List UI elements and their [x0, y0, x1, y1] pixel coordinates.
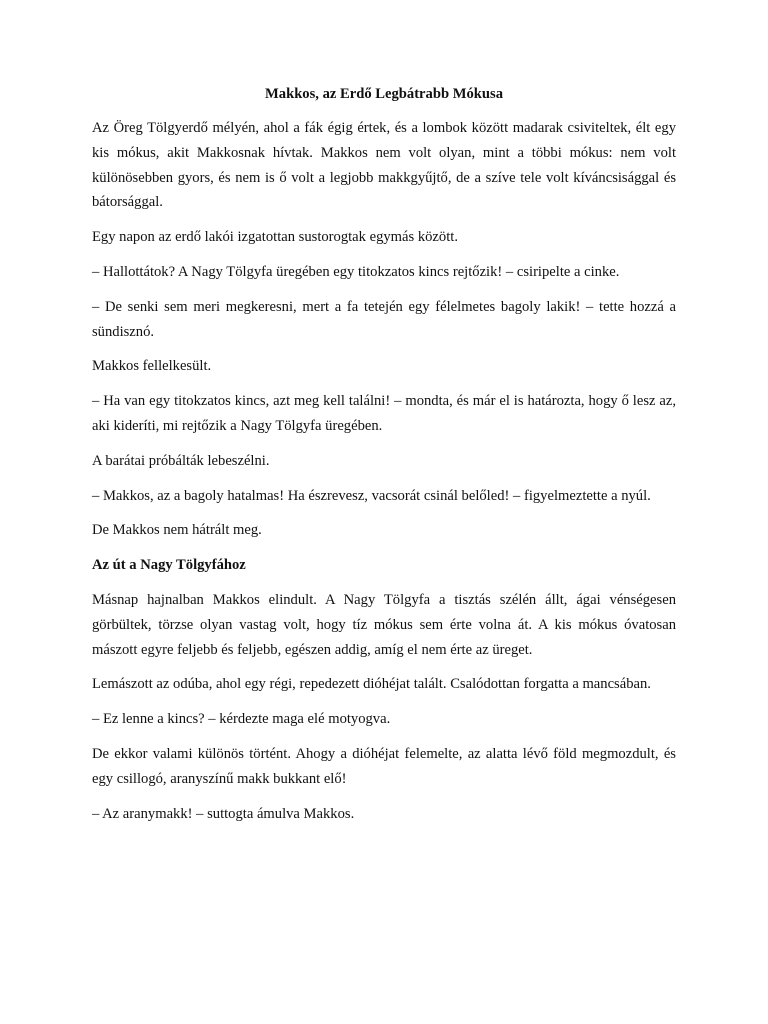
- section-heading: Az út a Nagy Tölgyfához: [92, 557, 246, 574]
- dialogue-paragraph: – Az aranymakk! – suttogta ámulva Makkos.: [92, 805, 355, 822]
- dialogue-paragraph: – Makkos, az a bagoly hatalmas! Ha észrevesz, vacsorát csinál belőled! – figyelmeztette a nyúl.: [92, 487, 651, 504]
- paragraph: A barátai próbálták lebeszélni.: [92, 452, 270, 469]
- dialogue-paragraph: – Hallottátok? A Nagy Tölgyfa üregében egy titokzatos kincs rejtőzik! – csiripelte a cinke.: [92, 263, 620, 280]
- document-title: Makkos, az Erdő Legbátrabb Mókusa: [265, 86, 503, 102]
- paragraph: Az Öreg Tölgyerdő mélyén, ahol a fák égig értek, és a lombok között madarak csiviteltek, élt egy kis mókus, akit Makkosnak hívtak. Makkos nem volt olyan, mint a többi mókus: nem volt különösebben gyors, és nem is ő volt a legjobb makkgyűjtő, de a szíve tele volt kíváncsisággal és bátorsággal.: [92, 120, 676, 211]
- paragraph: De Makkos nem hátrált meg.: [92, 522, 262, 539]
- paragraph: Másnap hajnalban Makkos elindult. A Nagy Tölgyfa a tisztás szélén állt, ágai vénségesen görbültek, törzse olyan vastag volt, hogy tíz mókus sem érte volna át. A kis mókus óvatosan mászott egyre feljebb és feljebb, egészen addig, amíg el nem érte az üreget.: [92, 591, 676, 658]
- paragraph: Makkos fellelkesült.: [92, 358, 212, 375]
- paragraph: Lemászott az odúba, ahol egy régi, repedezett dióhéjat talált. Csalódottan forgatta a mancsában.: [92, 676, 651, 693]
- dialogue-paragraph: – De senki sem meri megkeresni, mert a fa tetején egy félelmetes bagoly lakik! – tette hozzá a sündisznó.: [92, 298, 676, 340]
- dialogue-paragraph: – Ha van egy titokzatos kincs, azt meg kell találni! – mondta, és már el is határozta, hogy ő lesz az, aki kideríti, mi rejtőzik a Nagy Tölgyfa üregében.: [92, 393, 676, 434]
- paragraph: Egy napon az erdő lakói izgatottan sustorogtak egymás között.: [92, 229, 458, 246]
- dialogue-paragraph: – Ez lenne a kincs? – kérdezte maga elé motyogva.: [92, 711, 391, 728]
- paragraph: De ekkor valami különös történt. Ahogy a dióhéjat felemelte, az alatta lévő föld megmozdult, és egy csillogó, aranyszínű makk bukkant elő!: [92, 745, 676, 787]
